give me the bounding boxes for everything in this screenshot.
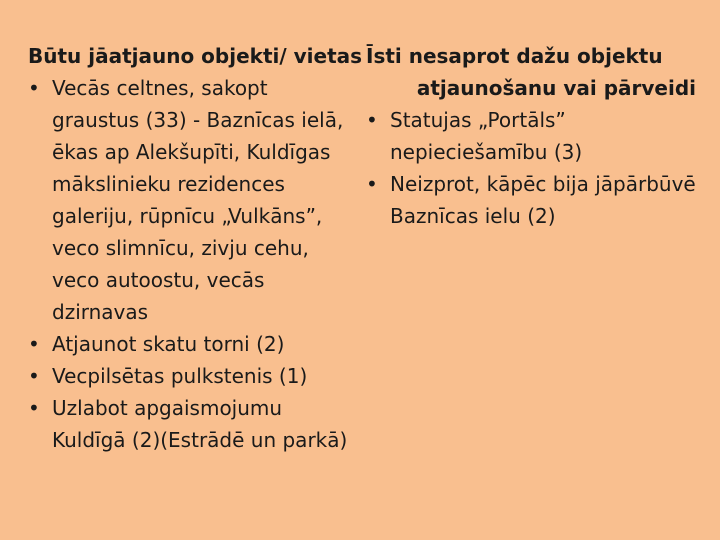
right-heading-line1: Īsti nesaprot dažu objektu xyxy=(366,44,663,68)
list-item xyxy=(28,328,358,360)
bullet-icon: • xyxy=(28,76,40,100)
left-heading: Būtu jāatjauno objekti/ vietas xyxy=(28,44,363,68)
list-item-text: Vecpilsētas pulkstenis (1) xyxy=(52,364,308,388)
right-bullet-list xyxy=(366,104,696,232)
list-item-text: Uzlabot apgaismojumu Kuldīgā (2)(Estrādē un parkā) xyxy=(52,396,348,452)
left-bullet-list xyxy=(28,72,358,456)
list-item-text: Atjaunot skatu torni (2) xyxy=(52,332,285,356)
bullet-icon: • xyxy=(28,364,40,388)
right-heading xyxy=(366,40,696,104)
bullet-icon: • xyxy=(366,108,378,132)
right-heading-line2: atjaunošanu vai pārveidi xyxy=(416,76,696,100)
bullet-icon: • xyxy=(28,396,40,420)
list-item xyxy=(366,104,696,168)
list-item-text: Vecās celtnes, sakopt graustus (33) - Baznīcas ielā, ēkas ap Alekšupīti, Kuldīgas mākslinieku rezidences galeriju, rūpnīcu „Vulkāns”, veco slimnīcu, zivju cehu, veco autoostu, vecās dzirnavas xyxy=(52,76,344,324)
left-column xyxy=(28,40,363,456)
list-item xyxy=(366,168,696,232)
right-column xyxy=(366,40,696,232)
list-item xyxy=(28,360,358,392)
list-item-text: Statujas „Portāls” nepieciešamību (3) xyxy=(390,108,583,164)
bullet-icon: • xyxy=(366,172,378,196)
list-item xyxy=(28,72,358,328)
list-item-text: Neizprot, kāpēc bija jāpārbūvē Baznīcas ielu (2) xyxy=(390,172,696,228)
bullet-icon: • xyxy=(28,332,40,356)
list-item xyxy=(28,392,358,456)
